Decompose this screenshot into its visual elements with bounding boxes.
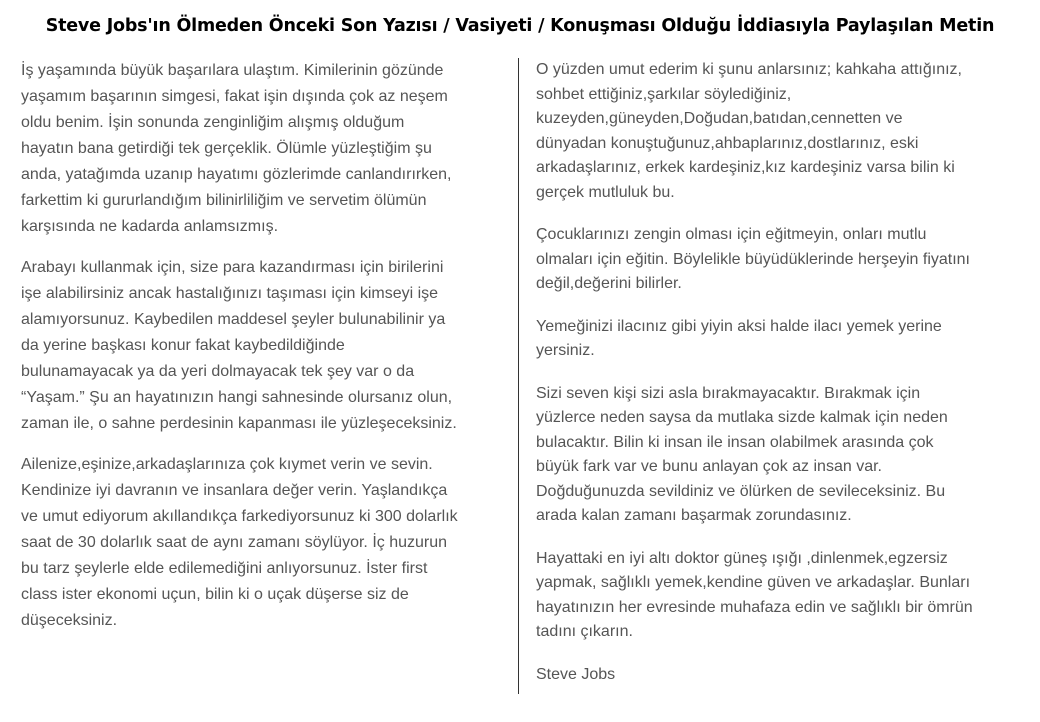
text-line: ve umut ediyorum akıllandıkça farkediyorsunuz ki 300 dolarlık	[21, 508, 458, 525]
paragraph	[536, 382, 1018, 529]
paragraph	[21, 58, 505, 240]
paragraph	[536, 223, 1018, 297]
text-line: arkadaşlarınız, erkek kardeşiniz,kız kardeşiniz varsa bilin ki	[536, 159, 955, 176]
text-line: O yüzden umut ederim ki şunu anlarsınız; kahkaha attığınız,	[536, 61, 962, 78]
text-line: karşısında ne kadarda anlamsızmış.	[21, 218, 279, 235]
text-line: değil,değerini bilirler.	[536, 275, 682, 292]
text-line: olmaları için eğitin. Böylelikle büyüdüklerinde herşeyin fiyatını	[536, 250, 970, 268]
text-line: kuzeyden,güneyden,Doğudan,batıdan,cennetten ve	[536, 110, 903, 127]
text-line: “Yaşam.” Şu an hayatınızın hangi sahnesinde olursanız olun,	[21, 389, 453, 406]
text-line: oldu benim. İşin sonunda zenginliğim alışmış olduğum	[21, 114, 405, 131]
text-line: alamıyorsunuz. Kaybedilen maddesel şeyler bulunabilinir ya	[21, 311, 446, 328]
text-line: yapmak, sağlıklı yemek,kendine güven ve arkadaşlar. Bunları	[536, 574, 971, 591]
paragraph	[536, 547, 1018, 645]
text-line: Doğduğunuzda sevildiniz ve ölürken de sevileceksiniz. Bu	[536, 482, 946, 500]
text-line: Çocuklarınızı zengin olması için eğitmeyin, onları mutlu	[536, 226, 927, 243]
text-line: tadını çıkarın.	[536, 623, 633, 640]
text-line: gerçek mutluluk bu.	[536, 183, 675, 201]
text-line: düşeceksiniz.	[21, 612, 118, 629]
text-line: yaşamım başarının simgesi, fakat işin dışında çok az neşem	[21, 88, 448, 105]
text-line: dünyadan konuştuğunuz,ahbaplarınız,dostlarınız, eski	[536, 134, 919, 152]
text-line: zaman ile, o sahne perdesinin kapanması ile yüzleşeceksiniz.	[21, 415, 457, 432]
paragraph	[536, 58, 1018, 205]
text-line: İş yaşamında büyük başarılara ulaştım. Kimilerinin gözünde	[21, 62, 444, 79]
right-column	[536, 58, 1018, 705]
paragraph	[536, 315, 1018, 364]
text-line: farkettim ki gururlandığım bilinirliliğim ve servetim ölümün	[21, 192, 427, 209]
left-column	[21, 58, 505, 649]
text-line: Arabayı kullanmak için, size para kazandırması için birilerini	[21, 259, 444, 276]
text-line: hayatınızın her evresinde muhafaza edin ve sağlıklı bir ömrün	[536, 598, 973, 616]
text-line: yüzlerce neden saysa da mutlaka sizde kalmak için neden	[536, 409, 948, 426]
text-line: yersiniz.	[536, 342, 595, 359]
paragraph	[21, 255, 505, 437]
text-line: bu tarz şeylerle elde edilemediğini anlıyorsunuz. İster first	[21, 560, 428, 577]
page-title: Steve Jobs'ın Ölmeden Önceki Son Yazısı / Vasiyeti / Konuşması Olduğu İddiasıyla Paylaşılan Metin	[45, 16, 995, 36]
text-line: bulunamayacak ya da yeri dolmayacak tek şey var o da	[21, 363, 415, 380]
text-line: işe alabilirsiniz ancak hastalığınızı taşıması için kimseyi işe	[21, 285, 439, 302]
text-line: saat de 30 dolarlık saat de aynı zamanı söylüyor. İç huzurun	[21, 534, 448, 551]
text-line: class ister ekonomi uçun, bilin ki o uçak düşerse siz de	[21, 586, 409, 603]
column-divider	[518, 58, 519, 694]
text-line: anda, yatağımda uzanıp hayatımı gözlerimde canlandırırken,	[21, 166, 452, 183]
text-line: da yerine başkası konur fakat kaybedildiğinde	[21, 337, 345, 354]
text-line: Sizi seven kişi sizi asla bırakmayacaktır. Bırakmak için	[536, 384, 921, 402]
text-line: Ailenize,eşinize,arkadaşlarınıza çok kıymet verin ve sevin.	[21, 456, 433, 473]
text-line: sohbet ettiğiniz,şarkılar söylediğiniz,	[536, 85, 792, 103]
text-line: bulacaktır. Bilin ki insan ile insan olabilmek arasında çok	[536, 433, 934, 451]
text-line: Kendinize iyi davranın ve insanlara değer verin. Yaşlandıkça	[21, 482, 448, 499]
signature: Steve Jobs	[536, 665, 616, 683]
paragraph	[21, 452, 505, 634]
text-line: büyük fark var ve bunu anlayan çok az insan var.	[536, 458, 882, 475]
text-line: hayatın bana getirdiği tek gerçeklik. Ölümle yüzleştiğim şu	[21, 140, 432, 157]
text-line: arada kalan zamanı başarmak zorundasınız.	[536, 507, 852, 524]
text-line: Yemeğinizi ilacınız gibi yiyin aksi halde ilacı yemek yerine	[536, 317, 942, 335]
text-line: Hayattaki en iyi altı doktor güneş ışığı ,dinlenmek,egzersiz	[536, 549, 948, 567]
